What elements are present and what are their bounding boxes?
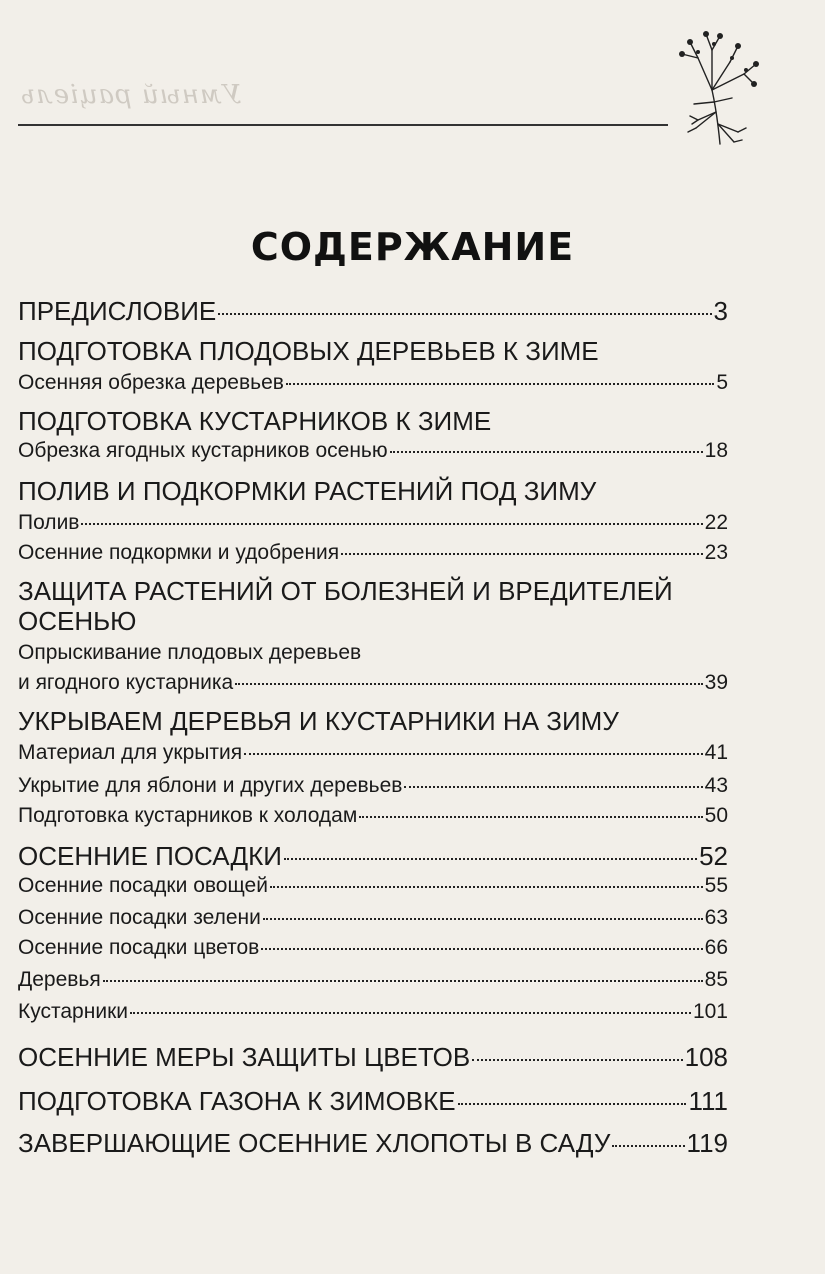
- dill-plant-icon: [668, 28, 760, 146]
- toc-entry-title: Материал для укрытия: [18, 741, 243, 764]
- toc-page-number: 55: [704, 874, 728, 897]
- toc-entry-title: Осенние посадки цветов: [18, 936, 260, 959]
- toc-entry-title: ОСЕННИЕ МЕРЫ ЗАЩИТЫ ЦВЕТОВ: [18, 1042, 471, 1072]
- toc-entry-title: Опрыскивание плодовых деревьев: [18, 641, 362, 664]
- toc-entry-title: ПОЛИВ И ПОДКОРМКИ РАСТЕНИЙ ПОД ЗИМУ: [18, 476, 597, 506]
- dot-leader: [244, 753, 703, 755]
- toc-entry-title: Деревья: [18, 968, 101, 991]
- toc-section-entry: [18, 1128, 728, 1159]
- toc-page-number: 41: [704, 741, 728, 764]
- toc-section-entry: [18, 336, 728, 367]
- toc-subentry: [18, 804, 728, 828]
- toc-entry-title: ПОДГОТОВКА ПЛОДОВЫХ ДЕРЕВЬЕВ К ЗИМЕ: [18, 336, 599, 366]
- dot-leader: [404, 786, 702, 788]
- toc-page-number: 85: [704, 968, 728, 991]
- toc-section-entry: [18, 606, 728, 637]
- dot-leader: [235, 683, 702, 685]
- toc-page-number: 119: [686, 1128, 728, 1158]
- toc-subentry: [18, 741, 728, 765]
- toc-page-number: 50: [704, 804, 728, 827]
- toc-entry-title: Осенняя обрезка деревьев: [18, 371, 284, 394]
- toc-subentry: [18, 936, 728, 960]
- toc-entry-title: Полив: [18, 511, 80, 534]
- dot-leader: [341, 553, 702, 555]
- toc-subentry: [18, 371, 728, 395]
- dot-leader: [270, 886, 703, 888]
- toc-page-number: 66: [704, 936, 728, 959]
- toc-subentry: [18, 641, 728, 665]
- dot-leader: [286, 383, 714, 385]
- toc-page-number: 43: [704, 774, 728, 797]
- dot-leader: [81, 523, 702, 525]
- toc-entry-title: ПРЕДИСЛОВИЕ: [18, 296, 217, 326]
- dot-leader: [261, 948, 702, 950]
- dot-leader: [458, 1103, 687, 1105]
- dot-leader: [218, 313, 711, 315]
- toc-subentry: [18, 906, 728, 930]
- dot-leader: [390, 451, 703, 453]
- toc-entry-title: ПОДГОТОВКА КУСТАРНИКОВ К ЗИМЕ: [18, 406, 492, 436]
- toc-entry-title: Подготовка кустарников к холодам: [18, 804, 358, 827]
- toc-entry-title: ЗАЩИТА РАСТЕНИЙ ОТ БОЛЕЗНЕЙ И ВРЕДИТЕЛЕЙ: [18, 576, 673, 606]
- toc-page-number: 111: [688, 1086, 728, 1116]
- toc-entry-title: Укрытие для яблони и других деревьев: [18, 774, 403, 797]
- toc-entry-title: Осенние подкормки и удобрения: [18, 541, 340, 564]
- toc-entry-title: УКРЫВАЕМ ДЕРЕВЬЯ И КУСТАРНИКИ НА ЗИМУ: [18, 706, 619, 736]
- toc-subentry: [18, 874, 728, 898]
- toc-page-number: 101: [692, 1000, 728, 1023]
- toc-page-number: 63: [704, 906, 728, 929]
- toc-section-entry: [18, 296, 728, 327]
- toc-entry-title: Осенние посадки зелени: [18, 906, 261, 929]
- page-title: СОДЕРЖАНИЕ: [250, 225, 575, 269]
- toc-page-number: 3: [713, 296, 728, 326]
- toc-section-entry: [18, 706, 728, 737]
- dot-leader: [612, 1145, 684, 1147]
- toc-entry-title: Обрезка ягодных кустарников осенью: [18, 439, 388, 462]
- toc-entry-title: ОСЕННИЕ ПОСАДКИ: [18, 841, 282, 871]
- toc-section-entry: [18, 1086, 728, 1117]
- dot-leader: [103, 980, 703, 982]
- toc-entry-title: Осенние посадки овощей: [18, 874, 268, 897]
- toc-subentry: [18, 968, 728, 992]
- toc-subentry: [18, 671, 728, 695]
- running-header: Умный рацiель: [20, 80, 242, 110]
- toc-page-number: 18: [704, 439, 728, 462]
- toc-page-number: 39: [704, 671, 728, 694]
- toc-entry-title: ОСЕНЬЮ: [18, 606, 137, 636]
- dot-leader: [472, 1059, 682, 1061]
- header-rule: [18, 124, 668, 126]
- toc-section-entry: [18, 1042, 728, 1073]
- toc-subentry: [18, 439, 728, 463]
- toc-page-number: 23: [704, 541, 728, 564]
- toc-section-entry: [18, 576, 728, 607]
- toc-entry-title: Кустарники: [18, 1000, 128, 1023]
- toc-page-number: 22: [704, 511, 728, 534]
- toc-subentry: [18, 511, 728, 535]
- toc-entry-title: ЗАВЕРШАЮЩИЕ ОСЕННИЕ ХЛОПОТЫ В САДУ: [18, 1128, 611, 1158]
- dot-leader: [130, 1012, 691, 1014]
- toc-section-entry: [18, 406, 728, 437]
- dot-leader: [359, 816, 702, 818]
- toc-entry-title: ПОДГОТОВКА ГАЗОНА К ЗИМОВКЕ: [18, 1086, 456, 1116]
- toc-section-entry: [18, 841, 728, 872]
- dot-leader: [263, 918, 703, 920]
- toc-entry-title: и ягодного кустарника: [18, 671, 234, 694]
- toc-section-entry: [18, 476, 728, 507]
- toc-subentry: [18, 1000, 728, 1024]
- toc-subentry: [18, 774, 728, 798]
- toc-subentry: [18, 541, 728, 565]
- dot-leader: [284, 858, 697, 860]
- toc-page-number: 52: [699, 841, 728, 871]
- toc-page-number: 5: [716, 371, 728, 394]
- toc-page-number: 108: [684, 1042, 728, 1072]
